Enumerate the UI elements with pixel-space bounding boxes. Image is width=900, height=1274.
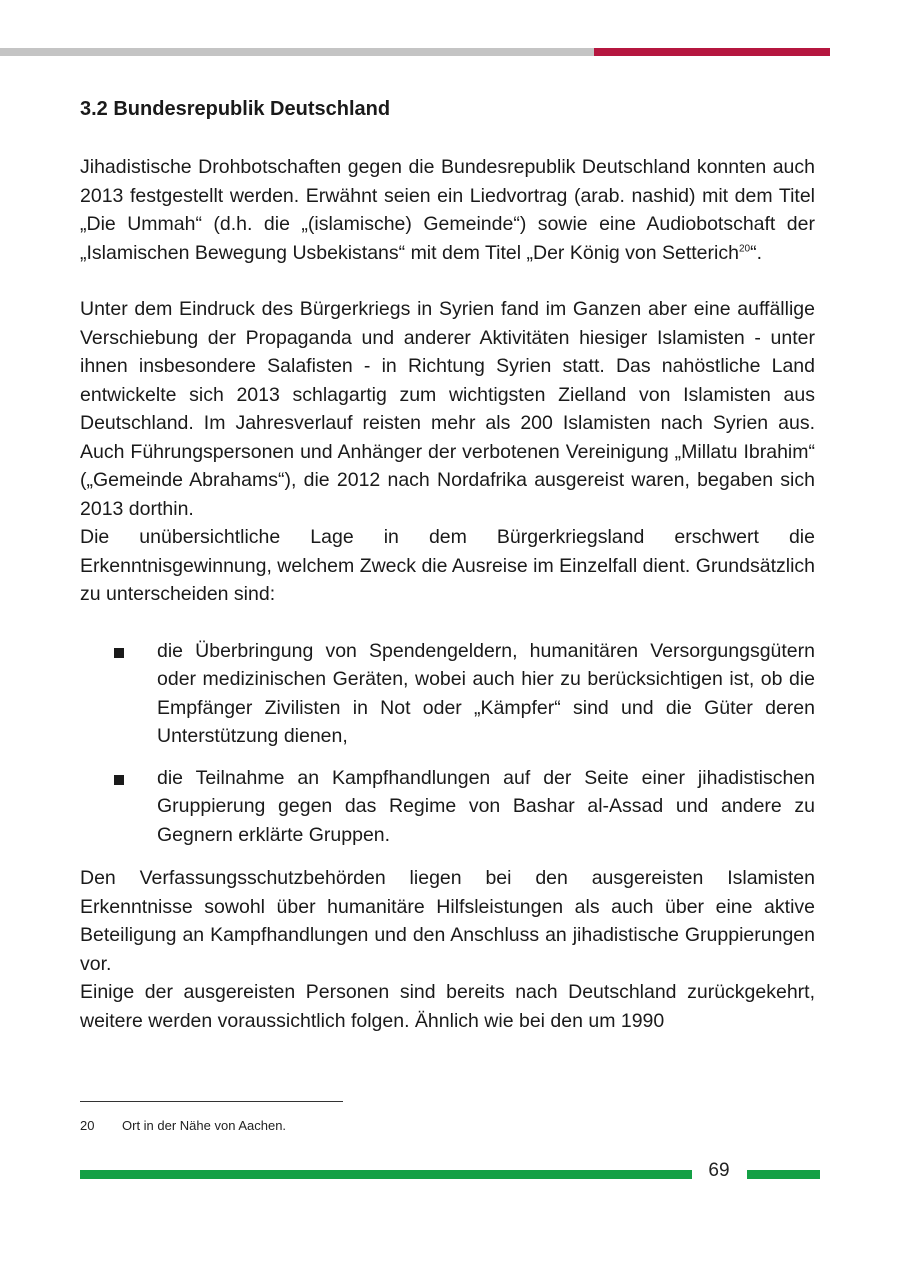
page-content (80, 95, 815, 1035)
paragraph-returnees: Einige der ausgereisten Personen sind bereits nach Deutschland zurückgekehrt, weitere werden voraussichtlich folgen. Ähnlich wie bei den um 1990 (80, 981, 815, 1032)
footnote (80, 1118, 286, 1133)
paragraph-purpose: Die unübersichtliche Lage in dem Bürgerkriegsland erschwert die Erkenntnisgewinnung, welchem Zweck die Ausreise im Einzelfall dient. Grundsätzlich zu unterscheiden sind: (80, 526, 815, 605)
footer-green-bar-right (747, 1170, 820, 1179)
footnote-number: 20 (80, 1118, 95, 1133)
page-number: 69 (708, 1160, 730, 1181)
list-item-text: die Teilnahme an Kampfhandlungen auf der Seite einer jihadistischen Gruppierung gegen das Regime von Bashar al-Assad und andere zu Gegnern erklärte Gruppen. (157, 766, 815, 846)
paragraph-threats-text: Jihadistische Drohbotschaften gegen die Bundesrepublik Deutschland konnten auch 2013 festgestellt werden. Erwähnt seien ein Liedvortrag (arab. nashid) mit dem Titel „Die Ummah“ (d.h. die „(islamische) Gemeinde“) sowie eine Audiobotschaft der „Islamischen Bewegung Usbekistans“ mit dem Titel „Der König von Setterich (80, 156, 815, 264)
paragraph-threats-end: “. (750, 241, 762, 264)
header-gray-bar (0, 48, 594, 56)
paragraph-findings: Den Verfassungsschutzbehörden liegen bei den ausgereisten Islamisten Erkenntnisse sowohl über humanitäre Hilfsleistungen als auch über eine aktive Beteiligung an Kampfhandlungen und den Anschluss an jihadistische Gruppierungen vor. (80, 867, 815, 975)
footer-green-bar-left (80, 1170, 692, 1179)
section-heading: 3.2 Bundesrepublik Deutschland (80, 98, 391, 120)
list-item (80, 637, 815, 751)
footnote-text: Ort in der Nähe von Aachen. (122, 1118, 287, 1133)
list-item (80, 764, 815, 850)
paragraph-syria: Unter dem Eindruck des Bürgerkriegs in Syrien fand im Ganzen aber eine auffällige Verschiebung der Propaganda und anderer Aktivitäten hiesiger Islamisten - unter ihnen insbesondere Salafisten - in Richtung Syrien statt. Das nahöstliche Land entwickelte sich 2013 schlagartig zum wichtigsten Zielland von Islamisten aus Deutschland. Im Jahresverlauf reisten mehr als 200 Islamisten nach Syrien aus. Auch Führungspersonen und Anhänger der verbotenen Vereinigung „Millatu Ibrahim“ („Gemeinde Abrahams“), die 2012 nach Nordafrika ausgereist waren, begaben sich 2013 dorthin. (80, 298, 815, 520)
footnote-reference[interactable]: 20 (738, 243, 751, 254)
square-bullet-icon (114, 648, 124, 658)
paragraph-threats (80, 153, 815, 267)
square-bullet-icon (114, 775, 124, 785)
list-item-text: die Überbringung von Spendengeldern, humanitären Versorgungsgütern oder medizinischen Geräten, wobei auch hier zu berücksichtigen ist, ob die Empfänger Zivilisten in Not oder „Kämpfer“ sind und die Güter deren Unterstützung dienen, (157, 639, 815, 747)
footnote-divider (80, 1101, 343, 1102)
header-red-bar (594, 48, 830, 56)
bullet-list (80, 637, 815, 850)
